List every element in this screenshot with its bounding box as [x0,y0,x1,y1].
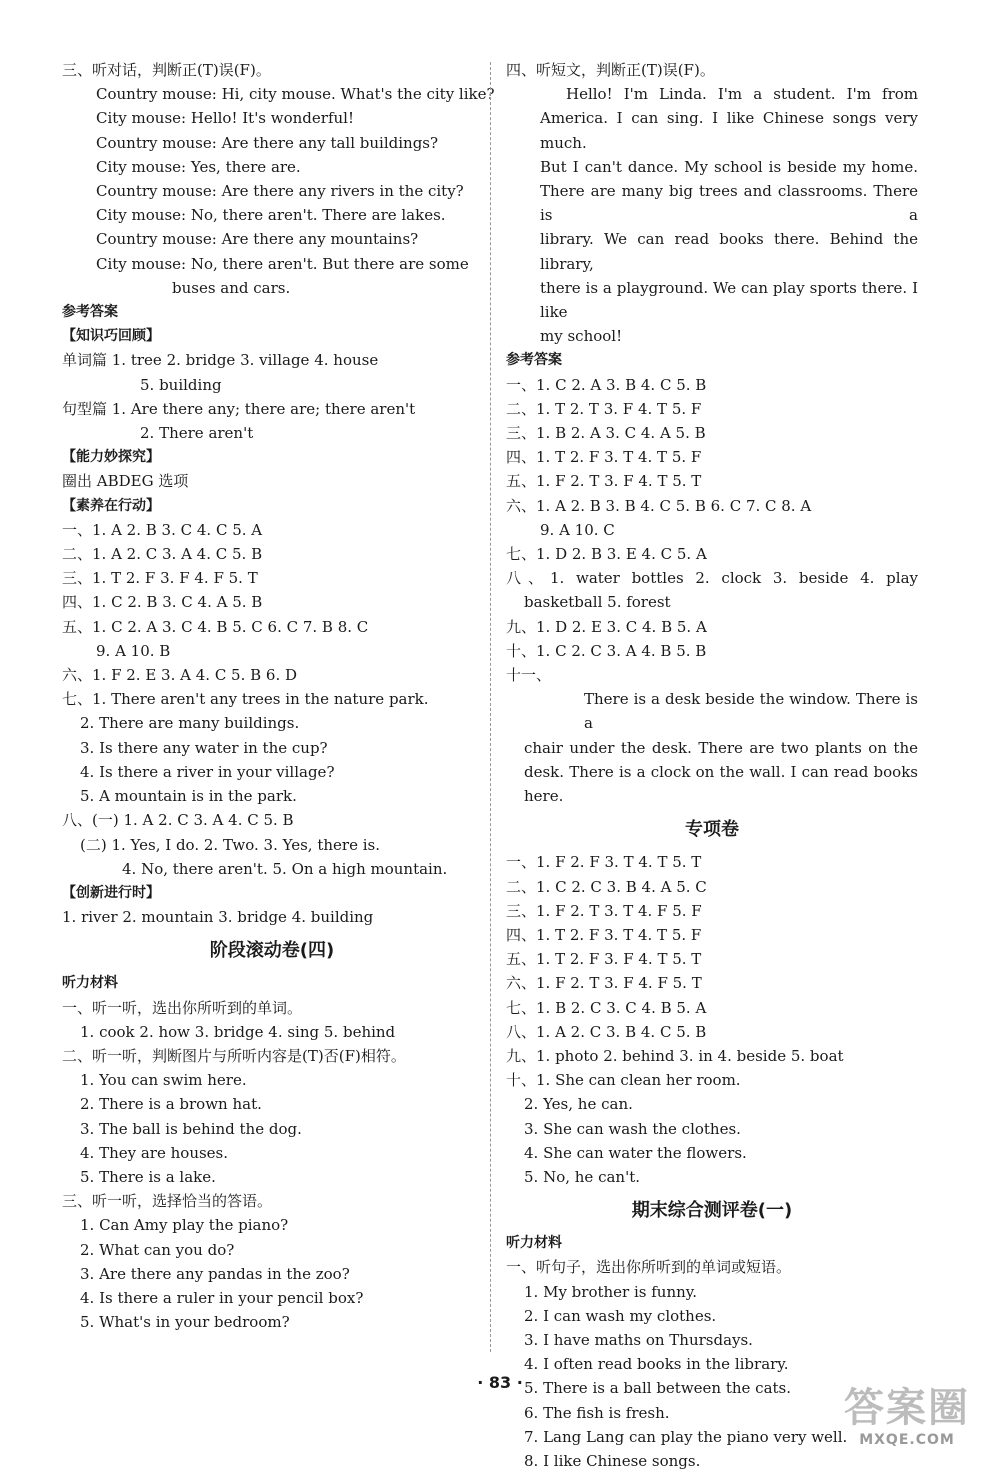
text-line: 3. I have maths on Thursdays. [524,1330,753,1349]
text-line: 1. river 2. mountain 3. bridge 4. building [62,908,374,927]
section-title: 期末综合测评卷(一) [631,1200,793,1222]
sub-heading: 听力材料 [62,975,118,992]
text-line: 2. There is a brown hat. [80,1095,262,1114]
text-line: (二) 1. Yes, I do. 2. Two. 3. Yes, there is. [80,835,380,854]
text-line: But I can't dance. My school is beside my home. [540,157,918,176]
text-line: There are many big trees and classrooms. There is a [540,182,918,225]
text-line: 九、1. photo 2. behind 3. in 4. beside 5. boat [506,1046,844,1065]
text-line: 七、1. D 2. B 3. E 4. C 5. A [506,545,707,564]
text-line: here. [524,787,564,806]
text-line: 一、听一听，选出你所听到的单词。 [62,998,303,1017]
text-line: 4. They are houses. [80,1143,229,1162]
text-line: 2. Yes, he can. [524,1095,633,1114]
text-line: 三、1. F 2. T 3. T 4. F 5. F [506,901,702,920]
text-line: Country mouse: Are there any tall buildings? [96,133,439,152]
text-line: 4. No, there aren't. 5. On a high mountain. [122,859,448,878]
watermark-text: 答案圈 [844,1385,970,1431]
text-line: Country mouse: Are there any rivers in the city? [96,182,464,201]
text-line: 3. Are there any pandas in the zoo? [80,1264,350,1283]
text-line: City mouse: Hello! It's wonderful! [96,109,354,128]
text-line: America. I can sing. I like Chinese songs very much. [540,109,918,152]
text-line: 八、1. A 2. C 3. B 4. C 5. B [506,1022,707,1041]
text-line: 三、听对话，判断正(T)误(F)。 [62,61,271,79]
text-line: my school! [540,327,623,346]
section-title: 阶段滚动卷(四) [209,940,335,962]
text-line: 二、1. C 2. C 3. B 4. A 5. C [506,877,707,896]
text-line: 单词篇 1. tree 2. bridge 3. village 4. house [62,351,379,370]
text-line: 5. There is a ball between the cats. [524,1379,792,1398]
text-line: 5. There is a lake. [80,1167,216,1186]
text-line: 6. The fish is fresh. [524,1403,670,1422]
text-line: 三、1. B 2. A 3. C 4. A 5. B [506,424,706,443]
text-line: 4. She can water the flowers. [524,1143,747,1162]
text-line: City mouse: No, there aren't. There are lakes. [96,206,446,225]
text-line: desk. There is a clock on the wall. I can read books [524,762,918,781]
text-line: 2. I can wash my clothes. [524,1306,717,1325]
text-line: 5. building [140,375,222,394]
text-line: 六、1. F 2. E 3. A 4. C 5. B 6. D [62,666,298,685]
text-line: 五、1. F 2. T 3. F 4. T 5. T [506,472,702,491]
text-line: 八、(一) 1. A 2. C 3. A 4. C 5. B [62,811,294,830]
text-line: 二、听一听，判断图片与所听内容是(T)否(F)相符。 [62,1046,406,1065]
text-line: City mouse: Yes, there are. [96,157,301,176]
text-line: 七、1. There aren't any trees in the nature park. [62,690,429,709]
text-line: 四、1. T 2. F 3. T 4. T 5. F [506,448,702,467]
text-line: 2. There aren't [140,424,254,443]
left-column [62,58,495,1334]
text-line: 4. I often read books in the library. [524,1355,789,1374]
text-line: 一、1. A 2. B 3. C 4. C 5. A [62,520,263,539]
sub-heading: 【素养在行动】 [62,497,160,514]
sub-heading: 【知识巧回顾】 [62,328,160,345]
text-line: 2. There are many buildings. [80,714,300,733]
text-line: there is a playground. We can play sports there. I like [540,278,918,322]
text-line: 8. I like Chinese songs. [524,1451,701,1470]
text-line: 1. You can swim here. [80,1071,247,1090]
text-line: 十、1. C 2. C 3. A 4. B 5. B [506,641,707,660]
watermark-logo [832,1384,982,1456]
text-line: 五、1. T 2. F 3. F 4. T 5. T [506,950,702,969]
text-line: 3. The ball is behind the dog. [80,1119,302,1138]
right-column [506,58,918,1473]
text-line: 1. cook 2. how 3. bridge 4. sing 5. behind [80,1022,396,1041]
text-line: 六、1. F 2. T 3. F 4. F 5. T [506,974,702,993]
text-line: 2. What can you do? [80,1240,235,1259]
sub-heading: 参考答案 [506,352,562,369]
text-line: 9. A 10. C [540,520,615,539]
text-line: library. We can read books there. Behind the library, [540,230,918,273]
text-line: chair under the desk. There are two plants on the [524,738,918,757]
text-line: 1. My brother is funny. [524,1282,698,1301]
text-line: 一、1. C 2. A 3. B 4. C 5. B [506,375,707,394]
text-line: 圈出 ABDEG 选项 [62,472,189,491]
text-line: 一、1. F 2. F 3. T 4. T 5. T [506,853,702,872]
column-divider [490,62,491,1352]
text-line: buses and cars. [172,278,291,297]
text-line: 四、1. C 2. B 3. C 4. A 5. B [62,593,263,612]
text-line: 9. A 10. B [96,641,171,660]
sub-heading: 参考答案 [62,304,118,321]
text-line: 二、1. A 2. C 3. A 4. C 5. B [62,545,263,564]
text-line: City mouse: No, there aren't. But there are some [96,254,469,273]
text-line: There is a desk beside the window. There is a [584,690,918,733]
sub-heading: 【创新进行时】 [62,884,160,901]
text-line: 一、听句子，选出你所听到的单词或短语。 [506,1258,792,1277]
sub-heading: 【能力妙探究】 [62,449,160,466]
text-line: Country mouse: Are there any mountains? [96,230,419,249]
text-line: 三、听一听，选择恰当的答语。 [62,1192,273,1211]
text-line: 四、1. T 2. F 3. T 4. T 5. F [506,925,702,944]
text-line: 5. A mountain is in the park. [80,787,297,806]
text-line: 1. Can Amy play the piano? [80,1216,289,1235]
text-line: 三、1. T 2. F 3. F 4. F 5. T [62,569,258,588]
text-line: 7. Lang Lang can play the piano very well. [524,1427,848,1446]
watermark-url: MXQE.COM [859,1432,955,1448]
text-line: 句型篇 1. Are there any; there are; there aren't [62,399,416,418]
text-line: 七、1. B 2. C 3. C 4. B 5. A [506,998,707,1017]
text-line: 八、1. water bottles 2. clock 3. beside 4. play [506,569,918,588]
text-line: 十、1. She can clean her room. [506,1071,741,1090]
text-line: 4. Is there a ruler in your pencil box? [80,1288,364,1307]
text-line: Country mouse: Hi, city mouse. What's the city like? [96,85,495,104]
text-line: 4. Is there a river in your village? [80,762,335,781]
text-line: 四、听短文，判断正(T)误(F)。 [506,61,715,79]
text-line: 九、1. D 2. E 3. C 4. B 5. A [506,617,707,636]
text-line: 五、1. C 2. A 3. C 4. B 5. C 6. C 7. B 8. C [62,617,369,636]
page-number: · 83 · [477,1373,523,1392]
text-line: 5. What's in your bedroom? [80,1313,290,1332]
text-line: 5. No, he can't. [524,1167,641,1186]
text-line: 3. Is there any water in the cup? [80,738,328,757]
text-line: basketball 5. forest [524,593,671,612]
sub-heading: 听力材料 [506,1235,562,1252]
text-line: Hello! I'm Linda. I'm a student. I'm from [566,85,918,104]
text-line: 3. She can wash the clothes. [524,1119,741,1138]
text-line: 六、1. A 2. B 3. B 4. C 5. B 6. C 7. C 8. A [506,496,812,515]
section-title: 专项卷 [685,819,739,841]
text-line: 十一、 [506,666,552,685]
text-line: 二、1. T 2. T 3. F 4. T 5. F [506,399,702,418]
